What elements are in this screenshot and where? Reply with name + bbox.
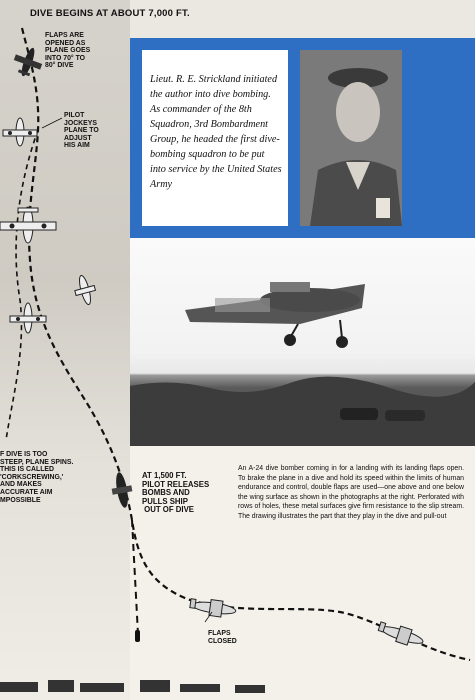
plane-icon bbox=[71, 273, 98, 307]
body-caption: An A-24 dive bomber coming in for a landing with its landing flaps open. To brake the plane in a dive and hold its speed within the limits of human endurance and control, double flaps are used—one above and one below the wing surface as shown in the photographs at the right. Perforated with rows of holes, these metal surfaces give firm resistance to the slip stream. The drawing illustrates the part that they play in the dive and pull-out bbox=[238, 465, 464, 520]
label-flaps-closed: FLAPS CLOSED bbox=[208, 630, 237, 645]
aircraft-photo-illustration bbox=[130, 238, 475, 446]
plane-icon bbox=[109, 471, 135, 510]
caption-text: Lieut. R. E. Strickland initiated the author into dive bombing. As commander of the 8th Squadron, 3rd Bombardment Group, he headed the first dive-bombing squadron to be put into service by the United States Army bbox=[150, 74, 282, 190]
plane-icon bbox=[0, 207, 56, 243]
caption-box bbox=[142, 50, 288, 226]
callout-line bbox=[42, 118, 62, 128]
headline: DIVE BEGINS AT ABOUT 7,000 FT. bbox=[30, 8, 190, 19]
plane-icon bbox=[377, 620, 426, 649]
bomb-icon bbox=[135, 630, 140, 642]
plane-icon bbox=[10, 303, 46, 333]
label-pilot-jockeys: PILOT JOCKEYS PLANE TO ADJUST HIS AIM bbox=[64, 112, 99, 150]
plane-icon bbox=[3, 118, 37, 146]
label-pilot-releases: AT 1,500 FT. PILOT RELEASES BOMBS AND PULLS SHIP OUT OF DIVE bbox=[142, 471, 210, 515]
portrait-photo bbox=[300, 50, 402, 226]
callout-line bbox=[205, 612, 212, 622]
portrait-illustration bbox=[300, 50, 402, 226]
label-corkscrewing: F DIVE IS TOO STEEP, PLANE SPINS. THIS IS CALLED 'CORKSCREWING,' AND MAKES ACCURATE AIM MPOSSIBLE bbox=[0, 451, 74, 504]
landing-photo bbox=[130, 238, 475, 446]
plane-icon bbox=[189, 597, 237, 619]
vehicle-silhouettes bbox=[0, 680, 265, 693]
label-flaps-opened: FLAPS ARE OPENED AS PLANE GOES INTO 70° TO 80° DIVE bbox=[45, 32, 91, 70]
